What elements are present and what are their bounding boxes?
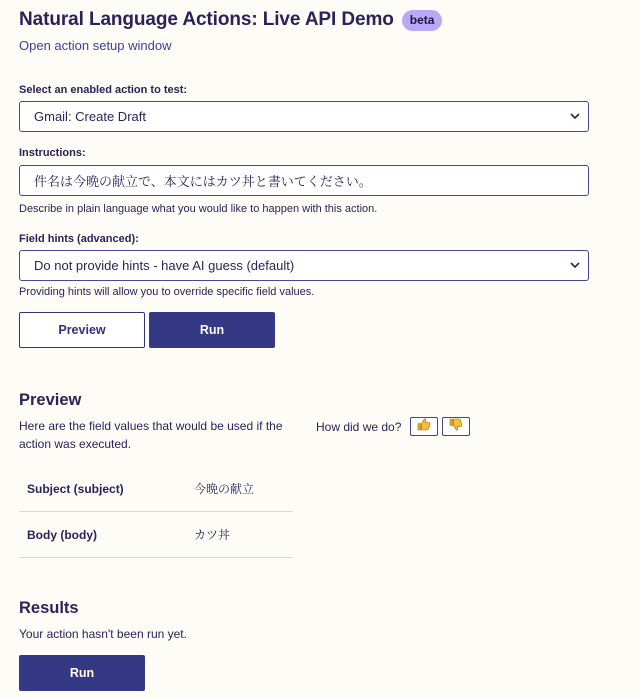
field-hints-value: Do not provide hints - have AI guess (default) xyxy=(34,258,295,273)
thumbs-up-icon xyxy=(417,418,431,436)
results-status: Your action hasn't been run yet. xyxy=(19,627,187,641)
action-select-value: Gmail: Create Draft xyxy=(34,109,146,124)
run-button[interactable]: Run xyxy=(149,312,275,348)
open-setup-window-link[interactable]: Open action setup window xyxy=(19,38,172,53)
feedback-label: How did we do? xyxy=(316,419,402,434)
table-row xyxy=(19,466,293,512)
beta-badge: beta xyxy=(402,10,443,31)
thumbs-down-icon xyxy=(449,418,463,436)
preview-section-title: Preview xyxy=(19,391,82,409)
instructions-label: Instructions: xyxy=(19,147,86,159)
field-name: Body (body) xyxy=(27,527,97,542)
preview-field-table xyxy=(19,466,293,558)
instructions-help: Describe in plain language what you would like to happen with this action. xyxy=(19,203,378,215)
chevron-down-icon xyxy=(566,257,584,275)
preview-button[interactable]: Preview xyxy=(19,312,145,348)
field-value: 今晩の献立 xyxy=(194,482,255,496)
chevron-down-icon xyxy=(566,108,584,126)
field-hints-label: Field hints (advanced): xyxy=(19,233,139,245)
page-title: Natural Language Actions: Live API Demo xyxy=(19,9,394,30)
thumbs-down-button[interactable] xyxy=(442,417,470,436)
feedback-group xyxy=(316,417,474,436)
instructions-input[interactable] xyxy=(19,165,589,196)
field-name: Subject (subject) xyxy=(27,481,124,496)
field-hints-help: Providing hints will allow you to override specific field values. xyxy=(19,286,315,298)
header xyxy=(19,7,442,33)
results-run-button[interactable]: Run xyxy=(19,655,145,691)
action-select-label: Select an enabled action to test: xyxy=(19,84,188,96)
table-row xyxy=(19,512,293,558)
field-value: カツ丼 xyxy=(194,528,231,542)
action-select[interactable] xyxy=(19,101,589,132)
results-section-title: Results xyxy=(19,599,79,617)
thumbs-up-button[interactable] xyxy=(410,417,438,436)
preview-description: Here are the field values that would be used if the action was executed. xyxy=(19,419,283,451)
field-hints-select[interactable] xyxy=(19,250,589,281)
instructions-value: 件名は今晩の献立で、本文にはカツ丼と書いてください。 xyxy=(34,174,372,189)
